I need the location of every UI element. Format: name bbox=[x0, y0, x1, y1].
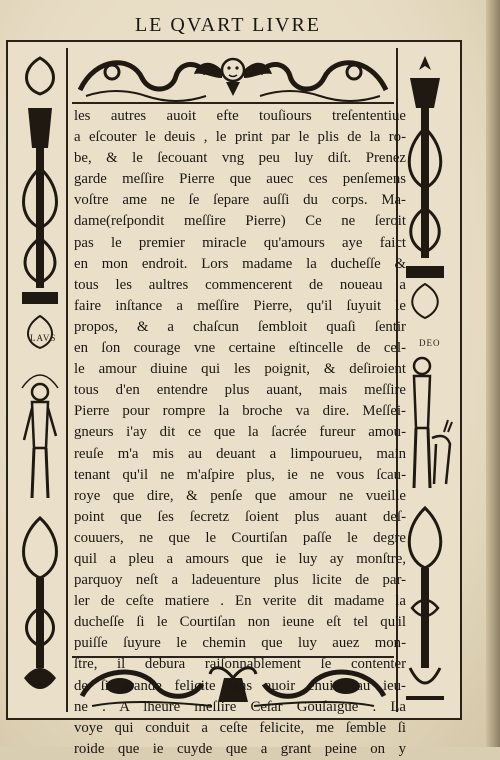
text-line: tous les aultres commencerent de noueau a bbox=[74, 276, 406, 293]
text-line: propos, & a chaſcun ſembloit quaſi ſentir bbox=[74, 318, 406, 335]
text-line: ducheſſe ſi le Courtiſan non ieune eſt tel qu'il bbox=[74, 614, 406, 631]
text-line: voye qui conduit a ceſte felicite, me ſemble ſi bbox=[74, 719, 406, 736]
text-line: quil a pleu a amours que ie luy ay monſtre, bbox=[74, 550, 406, 567]
urn-icon bbox=[12, 48, 68, 712]
text-line: en mon endroit. Lors madame la ducheſſe & bbox=[74, 255, 406, 272]
text-line: le amour diuine qui les poignit, & deſiroient bbox=[74, 361, 406, 378]
text-line: de ſi grande felicite ſans auoir enuie, au ieu- bbox=[74, 677, 406, 694]
text-line: voſtre ame ne ſe ſepare auſſi du corps. Ma- bbox=[74, 192, 406, 209]
text-line: be, & le ſecouant vng peu luy diſt. Prenez bbox=[74, 150, 406, 167]
text-line: parquoy neſt a ladeuenture plus licite de par- bbox=[74, 572, 406, 589]
text-line: garde meſſire Pierre que auec ces penſemens bbox=[74, 171, 406, 188]
text-line: tous d'en entendre plus auant, mais meſſire bbox=[74, 382, 406, 399]
text-line: ler de ceſte matiere . En verite dit madame la bbox=[74, 593, 406, 610]
left-ornament-column bbox=[12, 48, 68, 712]
text-line: en ſon courage vne certaine eſtincelle de cel- bbox=[74, 340, 406, 357]
acanthus-scroll-icon bbox=[72, 48, 394, 104]
text-line: faire inſtance a meſſire Pierre, qu'il ſuyuit le bbox=[74, 297, 406, 314]
text-line: roye que dire, & penſe que amour ne vueille bbox=[74, 487, 406, 504]
text-line: roide que ie cuyde que a grant peine on y bbox=[74, 740, 406, 757]
text-line: tenant qu'il ne m'aſpire plus, ie ne vous ſcau- bbox=[74, 466, 406, 483]
running-head: LE QVART LIVRE bbox=[134, 14, 322, 36]
text-line: dame(reſpondit meſſire Pierre) Ce ne ſeroit bbox=[74, 213, 406, 230]
woodcut-border-frame bbox=[6, 40, 462, 757]
text-line: reuſe m'a mis au deuant a limpourueu, main bbox=[74, 445, 406, 462]
text-line: ne . A lheure meſſire Ceſar Gouſaigue . La bbox=[74, 698, 406, 715]
page-gutter-shadow bbox=[486, 0, 500, 747]
body-text bbox=[74, 106, 406, 757]
text-line: les autres auoit efte touſiours treſententiue bbox=[74, 108, 406, 124]
text-line: point que ſes ſecretz ſoient plus auant deſ- bbox=[74, 508, 406, 525]
text-line: couuers, ne que le Courtiſan paſſe le degre bbox=[74, 529, 406, 546]
text-line: gneurs i'ay dit ce que la ſacrée fureur amou- bbox=[74, 424, 406, 441]
left-column-tablet-label: LAVS bbox=[30, 333, 57, 343]
right-column-tablet-label: DEO bbox=[419, 338, 441, 348]
top-ornament-band bbox=[72, 48, 394, 104]
text-line: a eſcouter le deuis , le print par le plis de la ro- bbox=[74, 129, 406, 146]
text-line: Pierre pour rompre la broche va dire. Meſſei- bbox=[74, 403, 406, 420]
text-line: pas le premier miracle qu'amours aye faict bbox=[74, 234, 406, 251]
text-line: ſtre, il debura raiſonnablement ſe contenter bbox=[74, 656, 406, 673]
text-line: puiſſe ſuyure le chemin que luy auez mon- bbox=[74, 635, 406, 652]
